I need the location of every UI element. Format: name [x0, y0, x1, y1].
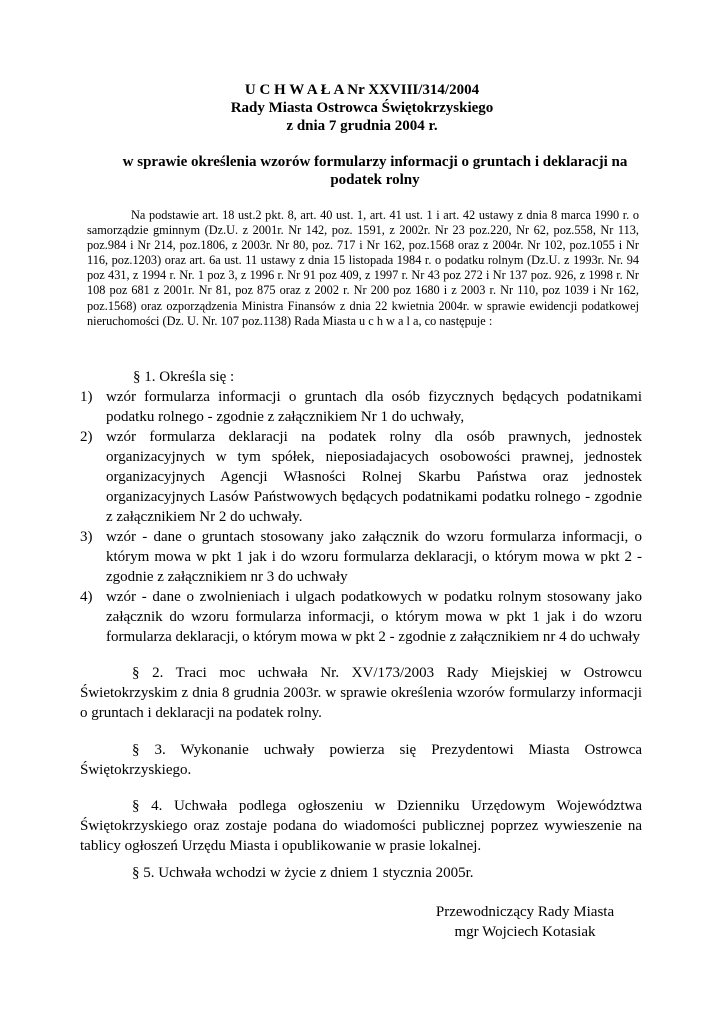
section-5	[80, 863, 642, 883]
council-name: Rady Miasta Ostrowca Świętokrzyskiego	[230, 100, 494, 116]
section-4	[80, 796, 642, 856]
list-item-number: 1)	[80, 389, 93, 405]
signatory-role: Przewodniczący Rady Miasta	[435, 904, 615, 920]
list-item	[80, 387, 642, 427]
list-item	[80, 427, 642, 527]
list-item	[80, 527, 642, 587]
list-item-text: wzór - dane o gruntach stosowany jako załącznik do wzoru formularza informacji, o którym mowa w pkt 1 jak i do wzoru formularza deklaracji, o którym mowa w pkt 2 - zgodnie z załącznikiem nr 3 do uchwały	[106, 529, 642, 585]
section-2-text: § 2. Traci moc uchwała Nr. XV/173/2003 Rady Miejskiej w Ostrowcu Świetokrzyskim z dnia 8 grudnia 2003r. w sprawie określenia wzorów formularzy informacji o gruntach i deklaracji na podatek rolny.	[80, 665, 642, 721]
signatory-name: mgr Wojciech Kotasiak	[454, 924, 596, 940]
list-item	[80, 587, 642, 647]
legal-basis-text: Na podstawie art. 18 ust.2 pkt. 8, art. 40 ust. 1, art. 41 ust. 1 i art. 42 ustawy z dnia 8 marca 1990 r. o samorządzie gminnym (Dz.U. z 2001r. Nr 142, poz. 1591, z 2002r. Nr 23 poz.220, Nr 62, poz.558, Nr 113, poz.984 i Nr 214, poz.1806, z 2003r. Nr 80, poz. 717 i Nr 162, poz.1568 oraz z 2004r. Nr 102, poz.1055 i Nr 116, poz.1203) oraz art. 6a ust. 11 ustawy z dnia 15 listopada 1984 r. o podatku rolnym (Dz.U. z 1993r. Nr. 94 poz 431, z 1994 r. Nr. 1 poz 3, z 1996 r. Nr 91 poz 409, z 1997 r. Nr 43 poz 272 i Nr 137 poz. 926, z 1998 r. Nr 108 poz 681 z 2001r. Nr 81, poz 875 oraz z 2002 r. Nr 200 poz 1680 i z 2003 r. Nr 110, poz 1039 i Nr 162, poz.1568) oraz ozporządzenia Ministra Finansów z dnia 22 kwietnia 2004r. w sprawie ewidencji podatkowej nieruchomości (Dz. U. Nr. 107 poz.1138) Rada Miasta u c h w a l a, co następuje :	[87, 208, 639, 328]
signature-block	[420, 902, 630, 942]
section-3-text: § 3. Wykonanie uchwały powierza się Prezydentowi Miasta Ostrowca Świętokrzyskiego.	[80, 742, 642, 778]
list-item-number: 4)	[80, 589, 93, 605]
section-5-text: § 5. Uchwała wchodzi w życie z dniem 1 stycznia 2005r.	[132, 865, 474, 881]
legal-basis	[87, 208, 639, 329]
section-2	[80, 663, 642, 723]
list-item-text: wzór formularza deklaracji na podatek rolny dla osób prawnych, jednostek organizacyjnych w tym spółek, nieposiadajacych osobowości prawnej, jednostek organizacyjnych Agencji Własności Rolnej Skarbu Państwa oraz jednostek organizacyjnych Lasów Państwowych będących podatnikami podatku rolnego - zgodnie z załącznikiem Nr 2 do uchwały.	[106, 429, 642, 525]
section-3	[80, 740, 642, 780]
section-4-text: § 4. Uchwała podlega ogłoszeniu w Dzienniku Urzędowym Województwa Świętokrzyskiego oraz zostaje podana do wiadomości publicznej poprzez wywieszenie na tablicy ogłoszeń Urzędu Miasta i opublikowanie w prasie lokalnej.	[80, 798, 642, 854]
list-item-text: wzór formularza informacji o gruntach dla osób fizycznych będących podatnikami podatku rolnego - zgodnie z załącznikiem Nr 1 do uchwały,	[106, 389, 642, 425]
resolution-header	[0, 81, 724, 135]
list-item-number: 3)	[80, 529, 93, 545]
resolution-number: U C H W A Ł A Nr XXVIII/314/2004	[244, 82, 480, 98]
section-1-heading: § 1. Określa się :	[133, 369, 235, 385]
list-item-text: wzór - dane o zwolnieniach i ulgach podatkowych w podatku rolnym stosowany jako załącznik do wzoru formularza informacji, o którym mowa w pkt 1 jak i do wzoru formularza deklaracji, o którym mowa w pkt 2 - zgodnie z załącznikiem nr 4 do uchwały	[106, 589, 642, 645]
resolution-subject: w sprawie określenia wzorów formularzy informacji o gruntach i deklaracji na podatek rolny	[122, 154, 628, 188]
resolution-date: z dnia 7 grudnia 2004 r.	[286, 118, 438, 134]
section-1-list	[80, 387, 642, 647]
list-item-number: 2)	[80, 429, 93, 445]
